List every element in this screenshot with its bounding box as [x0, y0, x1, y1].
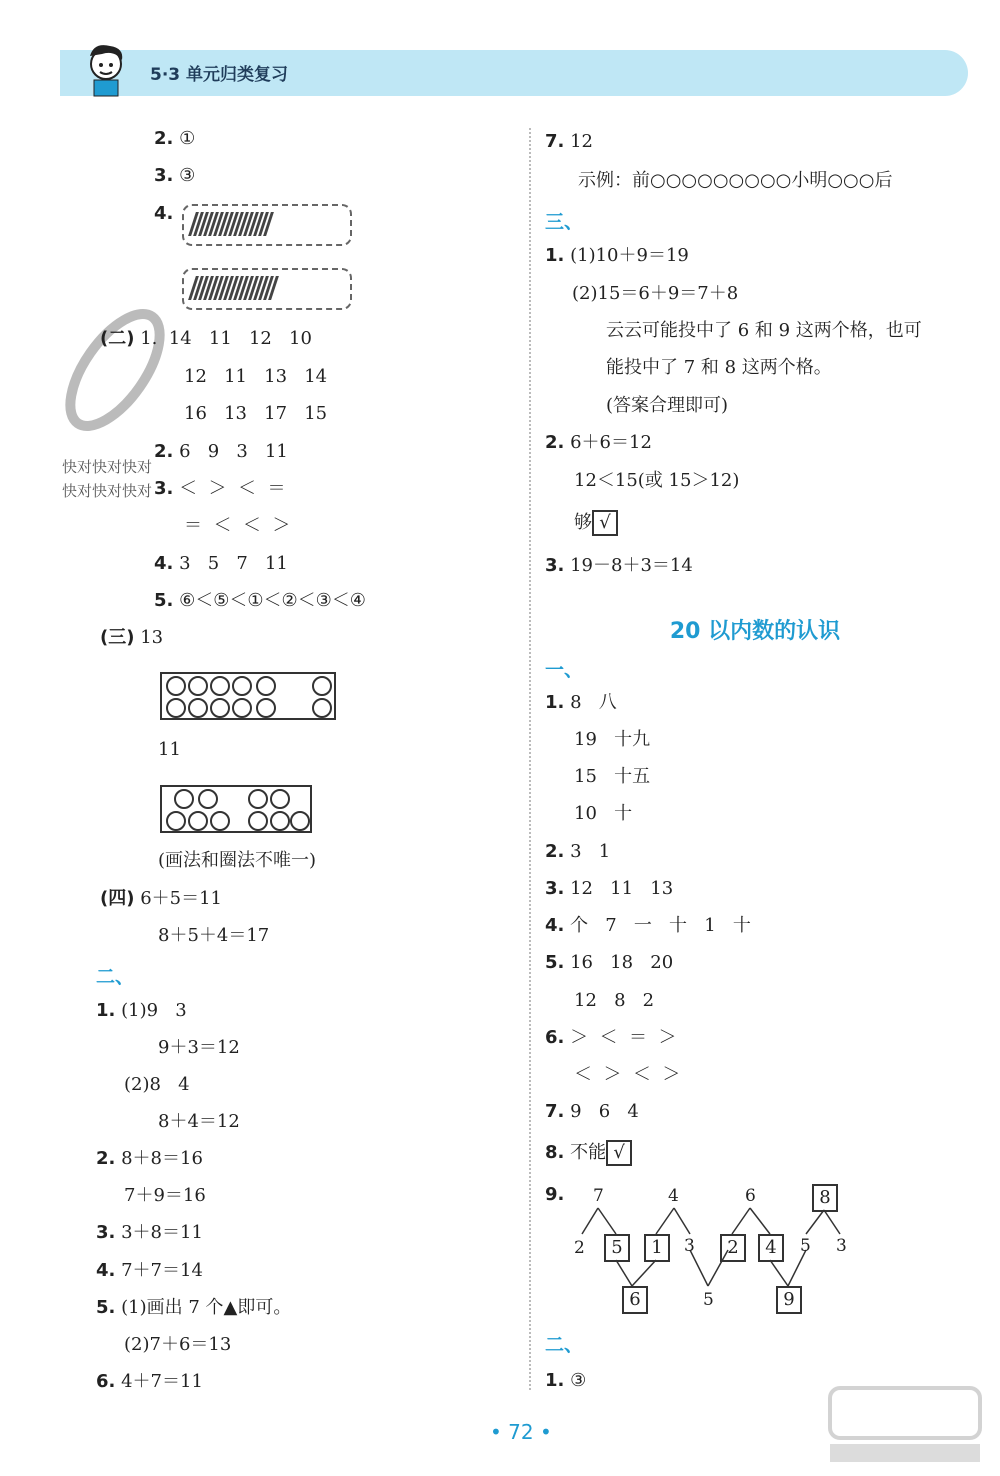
right-item: (2)15＝6＋9＝7＋8: [572, 283, 739, 304]
right-item: 7. 9 6 4: [545, 1101, 639, 1122]
right-item: 能投中了 7 和 8 这两个格。: [606, 357, 832, 378]
left-item: 1. (1)9 3: [96, 1000, 187, 1021]
left-item: 8＋4＝12: [158, 1111, 240, 1132]
right-item: 2. 3 1: [545, 841, 611, 862]
right-item: 12 8 2: [574, 990, 655, 1011]
section-heading: 二、: [545, 1334, 584, 1356]
left-item: (画法和圈法不唯一): [158, 850, 317, 871]
right-item: 9.: [545, 1184, 565, 1205]
left-item: 2. ①: [154, 128, 196, 149]
tree-label: 5: [703, 1290, 714, 1310]
section-heading: 三、: [545, 211, 584, 233]
tree-label: 4: [668, 1186, 679, 1206]
right-item: 7. 12: [545, 131, 594, 152]
header-banner: [60, 50, 968, 96]
tree-box: 4: [758, 1234, 784, 1262]
tree-box: 6: [622, 1286, 648, 1314]
watermark-text-2: 快对快对快对: [62, 482, 153, 500]
watermark-text-1: 快对快对快对: [62, 458, 153, 476]
right-item: 15 十五: [574, 766, 651, 787]
right-item: 5. 16 18 20: [545, 952, 674, 973]
left-item: 2. 8＋8＝16: [96, 1148, 203, 1169]
right-item: 1. ③: [545, 1370, 587, 1391]
tree-label: 2: [574, 1238, 585, 1258]
mascot-icon: [80, 40, 132, 98]
column-divider: [529, 128, 531, 1390]
check-box: √: [606, 1140, 632, 1166]
left-item: ＝ ＜ ＜ ＞: [184, 515, 291, 536]
tree-box: 5: [604, 1234, 630, 1262]
left-item: 12 11 13 14: [184, 366, 328, 387]
section-title: 20 以内数的认识: [669, 619, 841, 644]
right-item: 19 十九: [574, 729, 651, 750]
left-item: (三) 13: [100, 627, 164, 648]
stick-bundle: [182, 204, 352, 246]
right-item: 6. ＞ ＜ ＝ ＞: [545, 1027, 677, 1048]
left-item: (二) 1. 14 11 12 10: [100, 328, 312, 349]
right-item: 1. (1)10＋9＝19: [545, 245, 689, 266]
tree-label: 3: [836, 1236, 847, 1256]
left-item: (2)7＋6＝13: [124, 1334, 232, 1355]
right-item: 3. 12 11 13: [545, 878, 674, 899]
left-item: 4.: [154, 203, 174, 224]
left-item: 3. ＜ ＞ ＜ ＝: [154, 478, 286, 499]
watermark-stamp-icon: [55, 300, 175, 440]
right-item: 2. 6＋6＝12: [545, 432, 652, 453]
right-item: 示例：前○○○○○○○○○小明○○○后: [578, 170, 893, 191]
right-item: 10 十: [574, 803, 633, 824]
tree-box: 9: [776, 1286, 802, 1314]
left-item: 3. ③: [154, 165, 196, 186]
page-number: • 72 •: [490, 1420, 552, 1444]
check-box: √: [592, 510, 618, 536]
left-item: (四) 6＋5＝11: [100, 888, 222, 909]
right-item: (答案合理即可): [606, 395, 729, 416]
left-item: 6. 4＋7＝11: [96, 1371, 203, 1392]
left-item: 4. 3 5 7 11: [154, 553, 288, 574]
right-item: 12＜15(或 15＞12): [574, 470, 740, 491]
section-heading: 一、: [545, 659, 584, 681]
right-item: 云云可能投中了 6 和 9 这两个格，也可: [606, 320, 922, 341]
tree-label: 6: [745, 1186, 756, 1206]
left-item: 9＋3＝12: [158, 1037, 240, 1058]
sticks-group: [192, 212, 270, 236]
stick-bundle: [182, 268, 352, 310]
left-item: 5. ⑥＜⑤＜①＜②＜③＜④: [154, 590, 366, 611]
left-item: 2. 6 9 3 11: [154, 441, 288, 462]
right-item: 3. 19－8＋3＝14: [545, 555, 693, 576]
tree-label: 3: [684, 1236, 695, 1256]
header-title: 5·3 单元归类复习: [150, 65, 289, 85]
circle-grid: [160, 785, 312, 833]
left-item: 4. 7＋7＝14: [96, 1260, 203, 1281]
section-heading: 二、: [96, 966, 135, 988]
left-item: 16 13 17 15: [184, 403, 328, 424]
left-item: 5. (1)画出 7 个▲即可。: [96, 1297, 292, 1318]
right-item: 够 √: [574, 510, 618, 536]
left-item: 7＋9＝16: [124, 1185, 206, 1206]
right-item: 4. 个 7 一 十 1 十: [545, 915, 751, 936]
tree-box: 2: [720, 1234, 746, 1262]
tree-box: 8: [812, 1184, 838, 1212]
tree-box: 1: [644, 1234, 670, 1262]
left-item: (2)8 4: [124, 1074, 190, 1095]
circle-grid: [160, 672, 336, 720]
right-item: ＜ ＞ ＜ ＞: [574, 1064, 681, 1085]
left-item: 11: [158, 739, 181, 760]
left-item: 3. 3＋8＝11: [96, 1222, 203, 1243]
right-item: 8. 不能 √: [545, 1140, 632, 1166]
left-item: 8＋5＋4＝17: [158, 925, 270, 946]
tree-label: 5: [800, 1236, 811, 1256]
site-watermark-icon: [820, 1380, 990, 1470]
right-item: 1. 8 八: [545, 692, 617, 713]
tree-label: 7: [593, 1186, 604, 1206]
sticks-group: [192, 276, 275, 300]
